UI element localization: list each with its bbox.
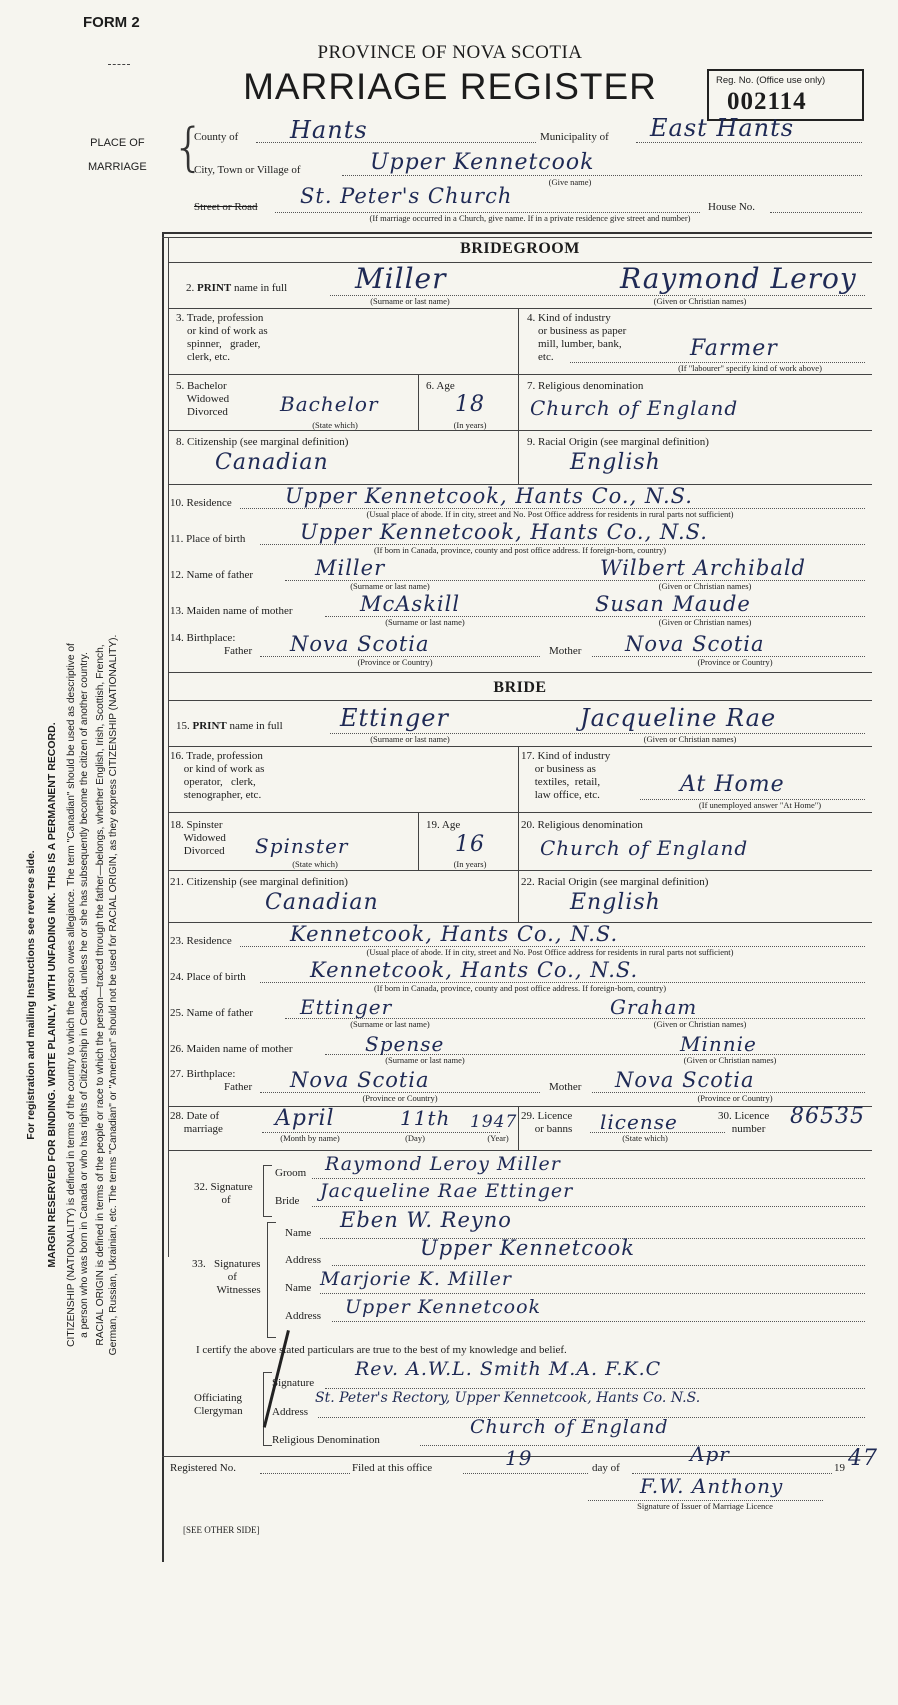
reg-number-label: Reg. No. (Office use only) [716, 75, 826, 86]
bride-mother-label: 26. Maiden name of mother [170, 1043, 293, 1055]
groom-age-caption: (In years) [453, 420, 487, 430]
municipality-label: Municipality of [540, 131, 609, 143]
licence-number-label: 30. Licence number [718, 1110, 770, 1135]
marriage-day: 11th [400, 1106, 451, 1130]
bride-industry-label: 17. Kind of industry or business as textiles, retail, law office, etc. [521, 750, 611, 801]
form-label: FORM 2 [83, 14, 140, 31]
line [260, 1473, 350, 1474]
row-line [168, 308, 872, 309]
bride-status-label: 18. Spinster Widowed Divorced [170, 819, 226, 857]
groom-bp-father: Nova Scotia [290, 632, 430, 656]
groom-mother-surname: McAskill [360, 592, 461, 616]
col-line [518, 1106, 519, 1150]
county-value: Hants [290, 116, 368, 144]
groom-birth-value: Upper Kennetcook, Hants Co., N.S. [300, 520, 708, 544]
certify-text: I certify the above stated particulars are true to the best of my knowledge and belief. [196, 1344, 567, 1356]
row-line [168, 430, 872, 431]
groom-birth-label: 11. Place of birth [170, 533, 246, 545]
groom-signature: Raymond Leroy Miller [325, 1153, 561, 1175]
groom-status-label: 5. Bachelor Widowed Divorced [176, 380, 230, 418]
groom-name-label: 2. PRINT name in full [186, 282, 288, 294]
bride-surname: Ettinger [340, 704, 449, 732]
filed-year: 47 [848, 1446, 878, 1471]
bride-birth-value: Kennetcook, Hants Co., N.S. [310, 958, 639, 982]
residence-caption: (Usual place of abode. If in city, street and No. Post Office address for residents in rural parts not sufficient) [366, 509, 734, 519]
groom-bp-mother: Nova Scotia [625, 632, 765, 656]
bracket [267, 1222, 276, 1338]
frame-left [162, 232, 164, 1562]
line [332, 1265, 865, 1266]
line [320, 1293, 865, 1294]
bride-residence-value: Kennetcook, Hants Co., N.S. [290, 922, 619, 946]
line [312, 1206, 865, 1207]
bride-father-label: 25. Name of father [170, 1007, 254, 1019]
groom-mother-given: Susan Maude [595, 592, 751, 616]
birth-caption: (If born in Canada, province, county and post office address. If foreign-born, country) [373, 983, 667, 993]
groom-bp-mother-label: Mother [549, 645, 582, 657]
groom-religion-value: Church of England [530, 396, 739, 420]
clergy-denomination: Church of England [470, 1416, 669, 1438]
given-caption: (Given or Christian names) [658, 617, 752, 627]
municipality-line [636, 142, 862, 143]
see-other-side: [SEE OTHER SIDE] [183, 1525, 260, 1535]
house-line [770, 212, 862, 213]
marriage-month: April [275, 1106, 335, 1131]
year-caption: (Year) [487, 1133, 509, 1143]
groom-bp-label: 14. Birthplace: Father [170, 632, 253, 657]
bride-residence-label: 23. Residence [170, 935, 232, 947]
line [463, 1473, 588, 1474]
reg-number: 002114 [727, 88, 807, 115]
groom-residence-value: Upper Kennetcook, Hants Co., N.S. [285, 484, 693, 508]
bracket [263, 1165, 272, 1217]
bride-age-value: 16 [455, 832, 485, 857]
row-line [168, 812, 872, 813]
col-line [518, 430, 519, 484]
prov-caption: (Province or Country) [697, 657, 773, 667]
bride-bp-label: 27. Birthplace: Father [170, 1068, 253, 1093]
col-line [518, 746, 519, 812]
row-line [168, 700, 872, 701]
wit1-name: Eben W. Reyno [340, 1208, 512, 1232]
groom-father-label: 12. Name of father [170, 569, 254, 581]
divider [108, 64, 130, 65]
bride-industry-value: At Home [680, 772, 785, 797]
bride-mother-given: Minnie [680, 1032, 757, 1056]
bride-signature: Jacqueline Rae Ettinger [320, 1180, 574, 1202]
bride-bp-father: Nova Scotia [290, 1068, 430, 1092]
signature-label: 32. Signature of [194, 1181, 253, 1206]
clergy-address-label: Address [272, 1406, 309, 1418]
groom-given: Raymond Leroy [620, 262, 857, 295]
given-caption: (Given or Christian names) [653, 1019, 747, 1029]
municipality-value: East Hants [650, 114, 795, 142]
bride-name-label: 15. PRINT name in full [176, 720, 283, 732]
row-line [168, 374, 872, 375]
city-label: City, Town or Village of [194, 164, 301, 176]
filed-label: Filed at this office [352, 1462, 433, 1474]
bride-industry-caption: (If unemployed answer "At Home") [698, 800, 822, 810]
bride-bp-mother-label: Mother [549, 1081, 582, 1093]
margin-instructions: For registration and mailing Instructions see reverse side. MARGIN RESERVED FOR BINDING. WRITE PLAINLY, WITH UNFADING INK. THIS IS A PERMANENT RECORD. CITIZENSHIP (NATIONALITY) is defined in terms of the country to which the person owes allegiance. The term "Canadian" should be used as descriptive of a person who was born in Canada or who has rights of Citizenship in Canada, unless he or she has subsequently become the citizen of another country. RACIAL ORIGIN is defined in terms of the people or race to which the person—traced through the father—belongs, whether English, Irish, Scottish, French, German, Russian, Ukrainian, etc. The terms "Canadian" or "American" should not be used for RACIAL ORIGIN, as they express CITIZENSHIP (NATIONALITY). [25, 634, 119, 1356]
row-line [168, 672, 872, 673]
bride-father-given: Graham [610, 995, 698, 1019]
page-title: MARRIAGE REGISTER [243, 66, 657, 107]
brace: { [172, 118, 206, 178]
bride-bp-mother: Nova Scotia [615, 1068, 755, 1092]
surname-caption: (Surname or last name) [350, 581, 430, 591]
line [420, 1445, 865, 1446]
given-caption: (Given or Christian names) [643, 734, 737, 744]
city-line [342, 175, 862, 176]
birth-caption: (If born in Canada, province, county and post office address. If foreign-born, country) [373, 545, 667, 555]
frame-left-inner [168, 237, 169, 1257]
section-bridegroom: BRIDEGROOM [460, 240, 580, 257]
bride-status-caption: (State which) [292, 859, 338, 869]
year-prefix: 19 [834, 1462, 845, 1474]
street-caption: (If marriage occurred in a Church, give name. If in a private residence give street and number) [369, 213, 691, 223]
col-line [418, 374, 419, 430]
row-line [168, 1150, 872, 1151]
licence-value: license [600, 1110, 678, 1134]
groom-industry-label: 4. Kind of industry or business as paper mill, lumber, bank, etc. [527, 312, 627, 363]
given-caption: (Given or Christian names) [658, 581, 752, 591]
surname-caption: (Surname or last name) [350, 1019, 430, 1029]
prov-caption: (Province or Country) [697, 1093, 773, 1103]
county-label: County of [194, 131, 239, 143]
surname-caption: (Surname or last name) [385, 1055, 465, 1065]
line [325, 1388, 865, 1389]
given-caption: (Given or Christian names) [653, 296, 747, 306]
frame-top-inner [162, 237, 872, 238]
groom-religion-label: 7. Religious denomination [527, 380, 644, 392]
house-label: House No. [708, 201, 756, 213]
groom-mother-label: 13. Maiden name of mother [170, 605, 293, 617]
licence-label: 29. Licence or banns [521, 1110, 573, 1135]
clergy-label: Officiating Clergyman [194, 1392, 243, 1417]
licence-number: 86535 [790, 1104, 865, 1129]
row-line [168, 870, 872, 871]
month-caption: (Month by name) [280, 1133, 340, 1143]
col-line [518, 812, 519, 870]
filed-month: Apr [690, 1442, 730, 1466]
frame-top [162, 232, 872, 234]
wit1-address: Upper Kennetcook [420, 1236, 635, 1260]
col-line [518, 374, 519, 430]
section-bride: BRIDE [493, 679, 547, 696]
issuer-label: Signature of Issuer of Marriage Licence [637, 1501, 773, 1511]
bride-trade-label: 16. Trade, profession or kind of work as operator, clerk, stenographer, etc. [170, 750, 265, 801]
bride-citizenship-label: 21. Citizenship (see marginal definition) [170, 876, 348, 888]
bride-racial-label: 22. Racial Origin (see marginal definition) [521, 876, 709, 888]
groom-age-label: 6. Age [426, 380, 455, 392]
groom-trade-label: 3. Trade, profession or kind of work as spinner, grader, clerk, etc. [176, 312, 268, 363]
groom-age-value: 18 [455, 392, 485, 417]
line [332, 1321, 865, 1322]
bride-age-caption: (In years) [453, 859, 487, 869]
col-line [418, 812, 419, 870]
filed-day: 19 [505, 1446, 533, 1470]
groom-industry-value: Farmer [690, 336, 778, 361]
wit1-address-label: Address [285, 1254, 322, 1266]
bride-citizenship-value: Canadian [265, 890, 379, 915]
groom-citizenship-label: 8. Citizenship (see marginal definition) [176, 436, 349, 448]
line [312, 1178, 865, 1179]
row-line [168, 1106, 872, 1107]
bride-father-surname: Ettinger [300, 995, 393, 1019]
wit2-address: Upper Kennetcook [345, 1296, 542, 1318]
groom-surname: Miller [355, 262, 447, 295]
street-label: Street or Road [194, 201, 258, 213]
groom-industry-caption: (If "labourer" specify kind of work above) [678, 363, 822, 373]
registered-label: Registered No. [170, 1462, 236, 1474]
clergy-signature: Rev. A.W.L. Smith M.A. F.K.C [355, 1358, 662, 1380]
groom-father-given: Wilbert Archibald [600, 556, 806, 580]
marriage-date-label: 28. Date of marriage [170, 1110, 223, 1135]
col-line [518, 308, 519, 374]
day-of-label: day of [592, 1462, 620, 1474]
bride-religion-value: Church of England [540, 836, 749, 860]
wit2-name-label: Name [285, 1282, 312, 1294]
bride-age-label: 19. Age [426, 819, 461, 831]
wit1-name-label: Name [285, 1227, 312, 1239]
surname-caption: (Surname or last name) [385, 617, 465, 627]
surname-caption: (Surname or last name) [370, 734, 450, 744]
groom-father-surname: Miller [315, 556, 386, 580]
bride-given: Jacqueline Rae [580, 704, 777, 732]
clergy-signature-label: Signature [272, 1377, 315, 1389]
clergy-address: St. Peter's Rectory, Upper Kennetcook, Hants Co. N.S. [315, 1390, 701, 1406]
bride-sig-label: Bride [275, 1195, 300, 1207]
licence-caption: (State which) [622, 1133, 668, 1143]
bride-status-value: Spinster [255, 834, 349, 858]
bride-racial-value: English [570, 890, 661, 915]
groom-citizenship-value: Canadian [215, 450, 329, 475]
bride-religion-label: 20. Religious denomination [521, 819, 643, 831]
day-caption: (Day) [405, 1133, 425, 1143]
street-value: St. Peter's Church [300, 184, 513, 208]
surname-caption: (Surname or last name) [370, 296, 450, 306]
wit2-name: Marjorie K. Miller [320, 1268, 512, 1290]
bride-birth-label: 24. Place of birth [170, 971, 246, 983]
bride-mother-surname: Spense [365, 1032, 445, 1056]
groom-sig-label: Groom [275, 1167, 307, 1179]
witnesses-label: 33. Signatures of Witnesses [192, 1258, 261, 1296]
prov-caption: (Province or Country) [357, 657, 433, 667]
place-of-marriage-label: PLACE OF MARRIAGE [88, 137, 147, 173]
groom-status-value: Bachelor [280, 392, 379, 416]
residence-caption: (Usual place of abode. If in city, street and No. Post Office address for residents in rural parts not sufficient) [366, 947, 734, 957]
clergy-denomination-label: Religious Denomination [272, 1434, 380, 1446]
wit2-address-label: Address [285, 1310, 322, 1322]
groom-status-caption: (State which) [312, 420, 358, 430]
city-caption: (Give name) [548, 177, 592, 187]
groom-racial-label: 9. Racial Origin (see marginal definition) [527, 436, 709, 448]
city-value: Upper Kennetcook [370, 150, 595, 175]
prov-caption: (Province or Country) [362, 1093, 438, 1103]
province-title: PROVINCE OF NOVA SCOTIA [317, 42, 583, 63]
col-line [518, 870, 519, 922]
groom-residence-label: 10. Residence [170, 497, 232, 509]
given-caption: (Given or Christian names) [683, 1055, 777, 1065]
row-line [168, 746, 872, 747]
issuer-signature: F.W. Anthony [640, 1474, 784, 1498]
marriage-year: 1947 [470, 1112, 518, 1132]
groom-racial-value: English [570, 450, 661, 475]
